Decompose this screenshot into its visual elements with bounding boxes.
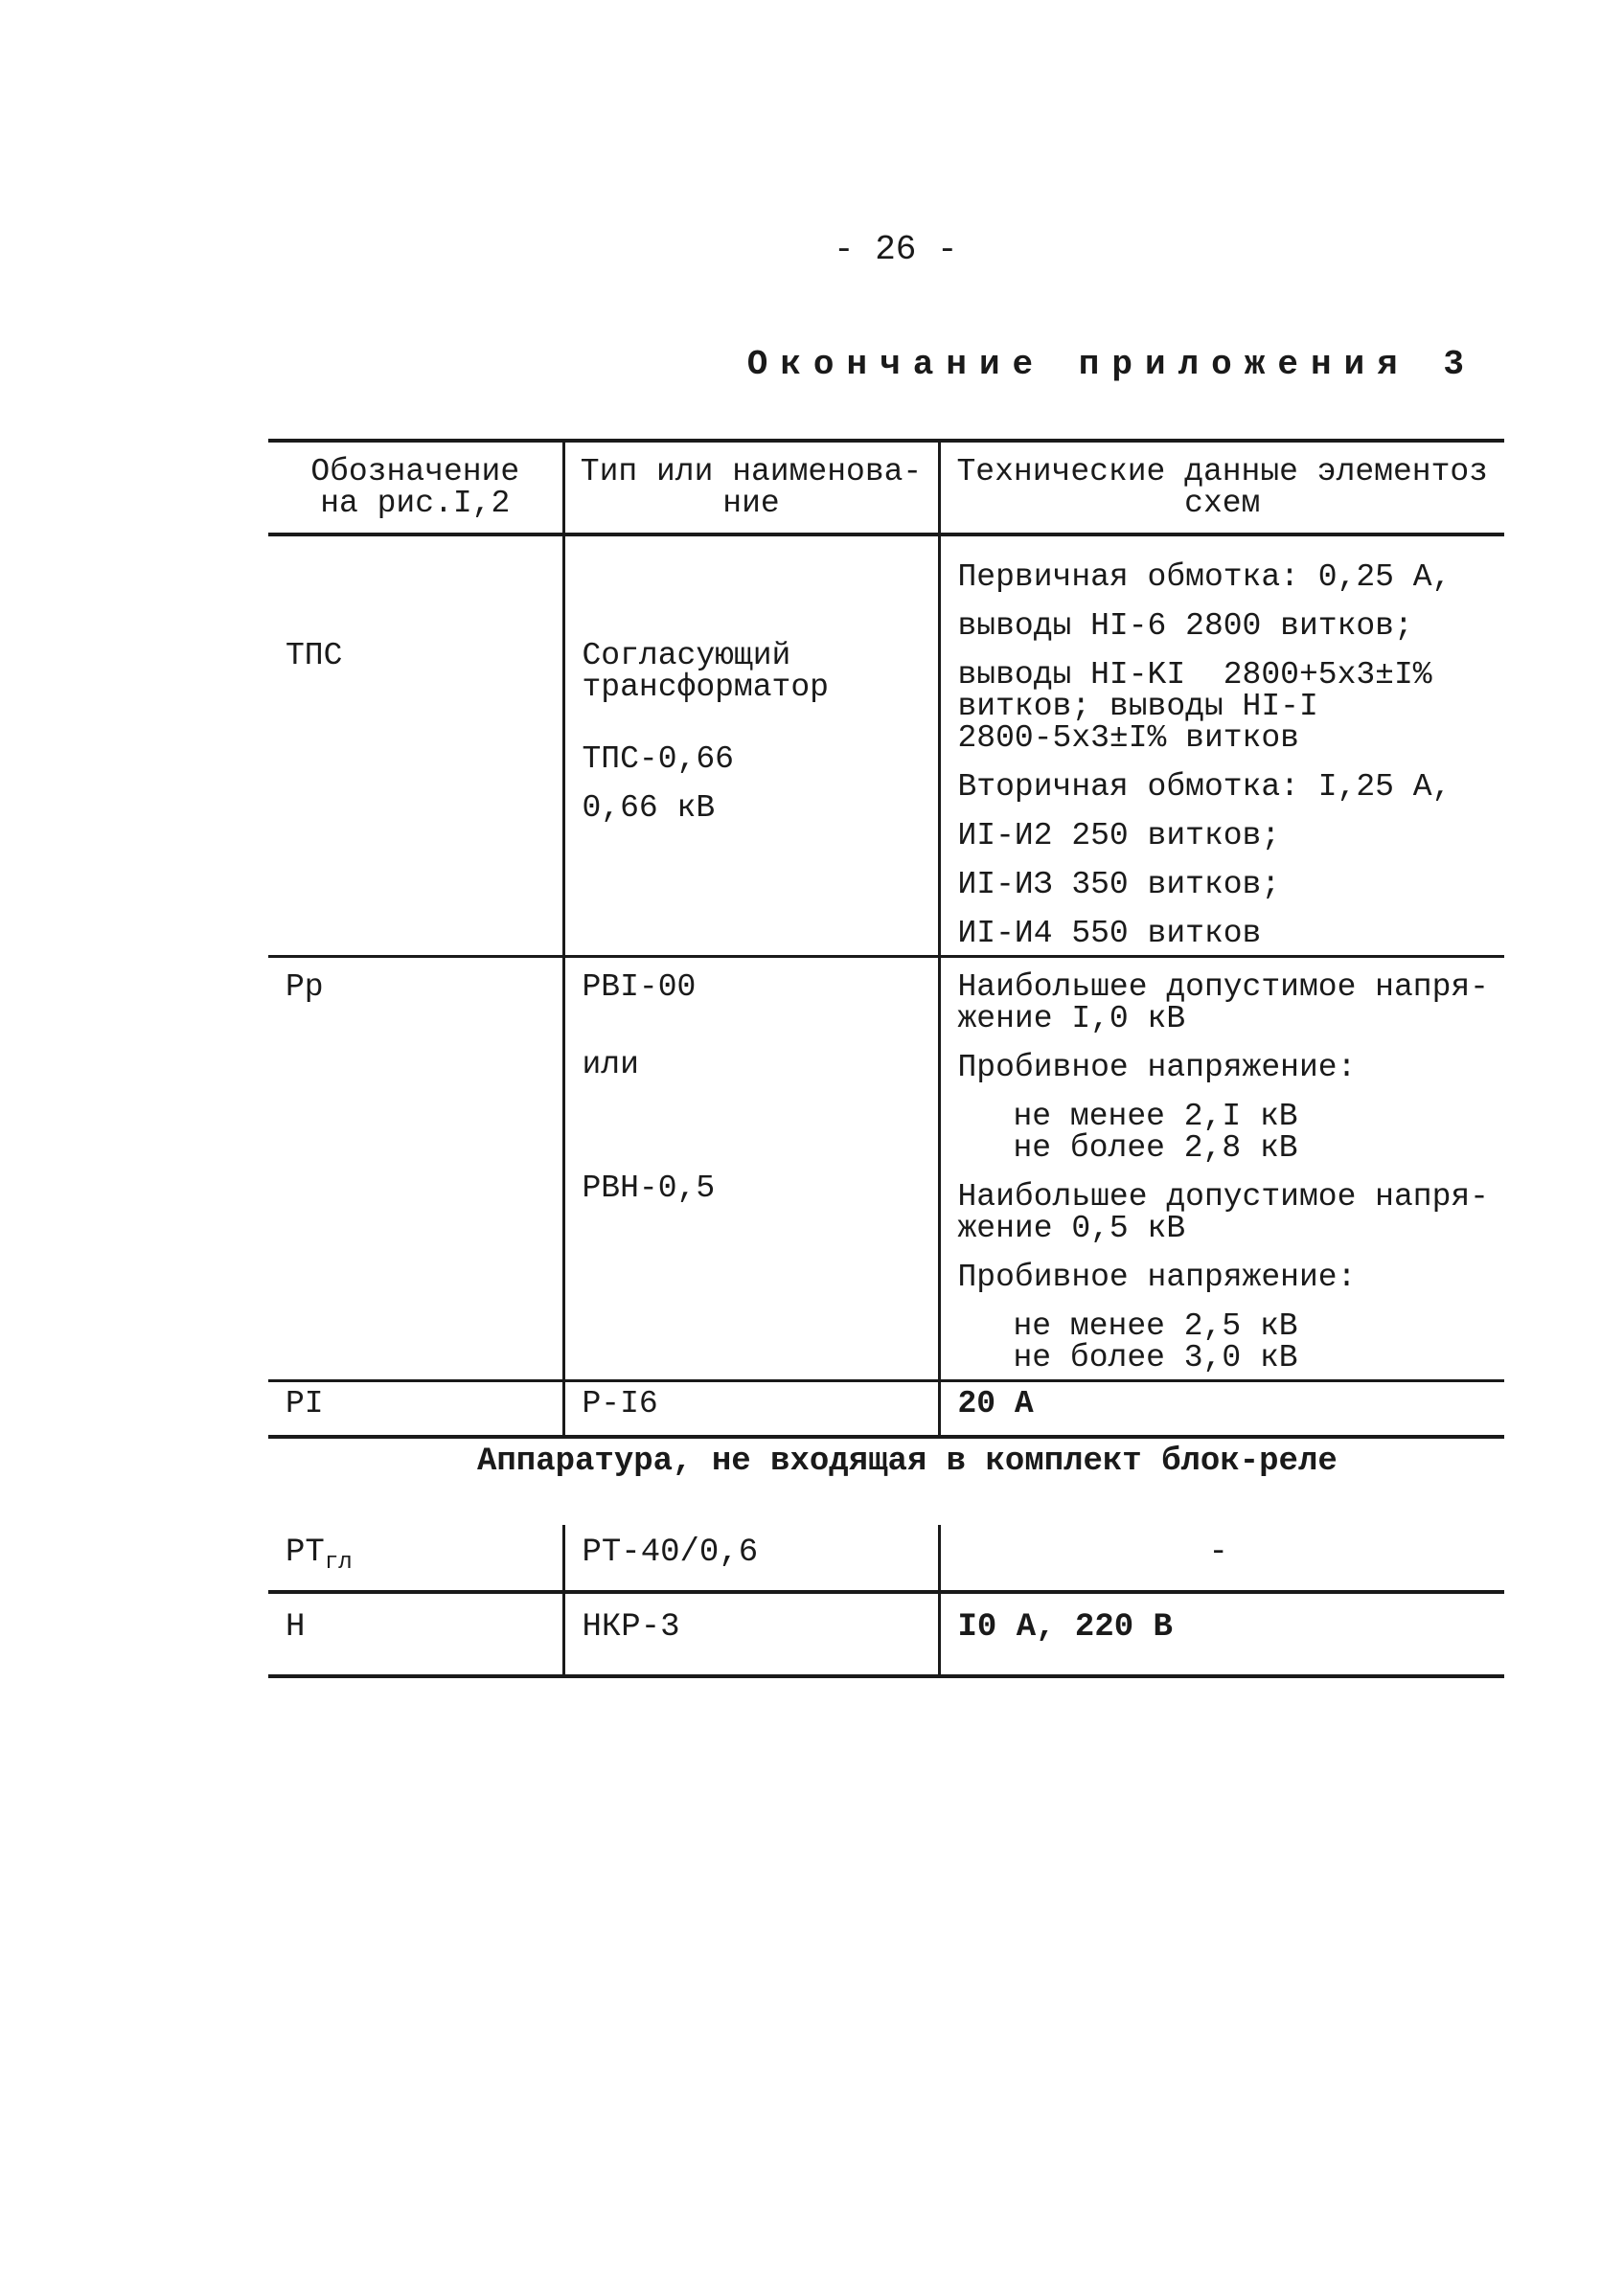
type-text: трансформатор: [582, 670, 829, 705]
spec-line: не более 2,8 кВ: [1013, 1130, 1298, 1166]
specs-cell: [939, 1381, 1504, 1438]
spec-line: I0 А, 220 В: [957, 1608, 1173, 1646]
designation-cell: [268, 1592, 563, 1676]
designation-text: РТ: [286, 1534, 325, 1571]
type-text: РВН-0,5: [582, 1171, 716, 1206]
designation-cell: [268, 957, 563, 1381]
spec-line: Пробивное напряжение:: [957, 1050, 1357, 1085]
table-row: [268, 1592, 1504, 1676]
spec-line: 2800-5х3±I% витков: [957, 720, 1299, 756]
main-table-container: [268, 439, 1504, 1439]
designation-cell: [268, 534, 563, 957]
header-text: Технические данные элементоз: [956, 454, 1488, 489]
header-text: ние: [722, 486, 780, 521]
type-text: РТ-40/0,6: [582, 1534, 759, 1571]
header-specs: [939, 441, 1504, 534]
table-row: [268, 1381, 1504, 1438]
specs-cell: [939, 1525, 1504, 1592]
spec-line: не менее 2,I кВ: [1013, 1099, 1298, 1134]
type-text: НКР-3: [582, 1608, 680, 1646]
specs-cell: [939, 1592, 1504, 1676]
table-row: [268, 534, 1504, 957]
designation-cell: [268, 1525, 563, 1592]
header-designation: [268, 441, 563, 534]
spec-line: -: [1208, 1534, 1228, 1571]
spec-line: витков; выводы HI-I: [957, 689, 1318, 724]
type-text: или: [582, 1047, 639, 1082]
spec-line: Наибольшее допустимое напря-: [957, 969, 1489, 1005]
spec-line: Первичная обмотка: 0,25 А,: [957, 559, 1452, 595]
designation-subscript: гл: [324, 1549, 353, 1576]
appendix-heading: Окончание приложения 3: [746, 345, 1476, 384]
type-text: Согласующий: [582, 638, 791, 673]
type-text: 0,66 кВ: [582, 790, 716, 826]
type-cell: [563, 1525, 939, 1592]
designation-text: РI: [286, 1386, 324, 1421]
spec-line: жение I,0 кВ: [957, 1001, 1186, 1036]
designation-cell: [268, 1381, 563, 1438]
spec-line: ИI-И4 550 витков: [957, 916, 1262, 951]
spec-line: 20 А: [957, 1386, 1034, 1421]
header-type: [563, 441, 939, 534]
main-table: [268, 439, 1504, 1439]
secondary-table-container: [268, 1525, 1504, 1678]
table-row: [268, 1525, 1504, 1592]
specs-cell: [939, 534, 1504, 957]
type-cell: [563, 957, 939, 1381]
type-text: ТПС-0,66: [582, 741, 734, 777]
specs-cell: [939, 957, 1504, 1381]
header-text: Обозначение: [310, 454, 520, 489]
header-text: Тип или наименова-: [580, 454, 923, 489]
spec-line: ИI-И2 250 витков;: [957, 818, 1281, 853]
section-title: Аппаратура, не входящая в комплект блок-реле: [477, 1444, 1338, 1480]
type-cell: [563, 1592, 939, 1676]
spec-line: Наибольшее допустимое напря-: [957, 1179, 1489, 1215]
table-header-row: [268, 441, 1504, 534]
designation-text: ТПС: [286, 638, 343, 673]
secondary-table: [268, 1525, 1504, 1678]
spec-line: не более 3,0 кВ: [1013, 1340, 1298, 1375]
spec-line: ИI-ИЗ 350 витков;: [957, 867, 1281, 902]
spec-line: жение 0,5 кВ: [957, 1211, 1186, 1246]
spec-line: выводы HI-KI 2800+5х3±I%: [957, 657, 1432, 693]
spec-line: Вторичная обмотка: I,25 А,: [957, 769, 1452, 805]
type-text: РВI-00: [582, 969, 697, 1005]
header-text: схем: [1184, 486, 1261, 521]
type-cell: [563, 534, 939, 957]
designation-text: Рр: [286, 969, 324, 1005]
spec-line: Пробивное напряжение:: [957, 1260, 1357, 1295]
type-text: Р-I6: [582, 1386, 658, 1421]
spec-line: не менее 2,5 кВ: [1013, 1308, 1298, 1344]
designation-text: Н: [286, 1608, 306, 1646]
table-row: [268, 957, 1504, 1381]
type-cell: [563, 1381, 939, 1438]
spec-line: выводы HI-6 2800 витков;: [957, 608, 1413, 644]
header-text: на рис.I,2: [320, 486, 511, 521]
page-number: - 26 -: [834, 230, 958, 269]
